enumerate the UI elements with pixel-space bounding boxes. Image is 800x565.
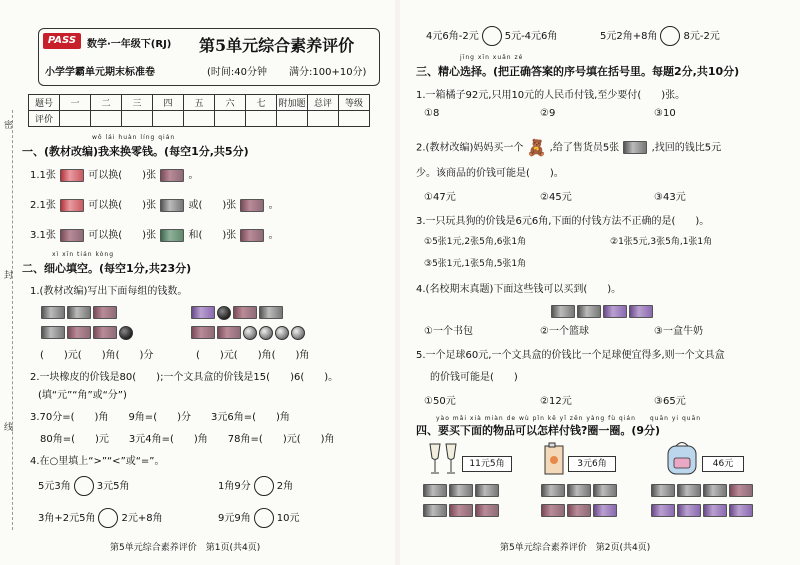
banknote-icon <box>67 306 91 319</box>
score-input-cell[interactable] <box>122 111 153 127</box>
coin-icon <box>119 326 133 340</box>
answer-circle[interactable] <box>660 26 680 46</box>
option: ①5张1元,2张5角,6张1角 <box>424 237 527 247</box>
wine-glasses-icon <box>426 442 462 476</box>
subject-label: 数学·一年级下(RJ) <box>87 39 172 50</box>
compare-f <box>600 26 720 46</box>
score-cell: 等级 <box>339 95 370 111</box>
banknote-icon <box>67 326 91 339</box>
coin-icon <box>243 326 257 340</box>
q-text: 8元-2元 <box>683 31 720 42</box>
section-4-title: 四、要买下面的物品可以怎样付钱?圈一圈。(9分) <box>416 424 661 437</box>
option: ②12元 <box>540 396 572 407</box>
compare-b <box>218 476 293 496</box>
score-cell: 六 <box>215 95 246 111</box>
pay-options-1b[interactable] <box>422 500 500 519</box>
q-text: 9元9角 <box>218 513 251 524</box>
q-text: 3角+2元5角 <box>38 513 96 524</box>
banknote-1yuan-icon <box>60 229 84 242</box>
q2-4: 4.在○里填上“>”“<”或“=”。 <box>30 456 165 467</box>
q-text: 可以换( )张 <box>88 230 157 241</box>
q-text: 4元6角-2元 <box>426 31 479 42</box>
banknote-icon <box>259 306 283 319</box>
money-group-a-coins <box>40 322 134 341</box>
banknote-icon <box>217 326 241 339</box>
banknote-1yuan-icon <box>240 199 264 212</box>
banknote-icon <box>577 305 601 318</box>
q2-1-answer-a: ( )元( )角( )分 <box>40 350 154 361</box>
q3-1: 1.一箱橘子92元,只用10元的人民币付钱,至少要付( )张。 <box>416 90 686 101</box>
banknote-icon[interactable] <box>593 484 617 497</box>
banknote-icon[interactable] <box>423 504 447 517</box>
section-2-title: 二、细心填空。(每空1分,共23分) <box>22 262 192 275</box>
q3-4: 4.(名校期末真题)下面这些钱可以买到( )。 <box>416 284 622 295</box>
banknote-icon[interactable] <box>593 504 617 517</box>
banknote-icon <box>629 305 653 318</box>
left-page <box>0 0 395 565</box>
q-text: 1角9分 <box>218 481 251 492</box>
score-input-cell[interactable] <box>339 111 370 127</box>
q-text: 。 <box>188 170 199 181</box>
banknote-10yuan-icon <box>623 141 647 154</box>
time-limit: (时间:40分钟 <box>207 67 267 78</box>
banknote-icon[interactable] <box>703 484 727 497</box>
option: ①47元 <box>424 192 456 203</box>
banknote-icon <box>93 306 117 319</box>
option: ③65元 <box>654 396 686 407</box>
score-input-cell[interactable] <box>184 111 215 127</box>
q2-3-line1: 3.70分=( )角 9角=( )分 3元6角=( )角 <box>30 412 290 423</box>
answer-circle[interactable] <box>74 476 94 496</box>
q-text: 和( )张 <box>188 230 237 241</box>
score-table <box>28 94 370 127</box>
option: ②9 <box>540 108 556 119</box>
money-group-b <box>190 302 284 321</box>
banknote-icon[interactable] <box>677 484 701 497</box>
answer-circle[interactable] <box>482 26 502 46</box>
q-text: 2元+8角 <box>121 513 163 524</box>
q-text: 2角 <box>276 481 294 492</box>
q1-3 <box>30 226 279 242</box>
exam-subtitle: 小学学霸单元期末标准卷 <box>45 67 155 78</box>
q3-2 <box>416 138 721 157</box>
pay-options-2b[interactable] <box>540 500 618 519</box>
compare-e <box>426 26 557 46</box>
pinyin: wǒ lái huàn líng qián <box>92 134 176 141</box>
q1-2 <box>30 196 279 212</box>
compare-c <box>38 508 163 528</box>
option: ①一个书包 <box>424 326 473 337</box>
score-input-cell[interactable] <box>215 111 246 127</box>
option: ①50元 <box>424 396 456 407</box>
score-input-cell[interactable] <box>153 111 184 127</box>
q-text: 5元-4元6角 <box>504 31 558 42</box>
backpack-icon <box>662 440 702 476</box>
q-text: 1.1张 <box>30 170 56 181</box>
banknote-icon[interactable] <box>703 504 727 517</box>
answer-circle[interactable] <box>254 476 274 496</box>
q3-5-line2: 的价钱可能是( ) <box>430 372 518 383</box>
compare-a <box>38 476 129 496</box>
page-footer: 第5单元综合素养评价 第2页(共4页) <box>500 543 651 553</box>
option: ②45元 <box>540 192 572 203</box>
q2-3-line2: 80角=( )元 3元4角=( )角 78角=( )元( )角 <box>30 434 335 445</box>
q1-1 <box>30 166 198 182</box>
teddy-bear-icon: 🧸 <box>526 138 547 157</box>
banknote-1jiao-icon <box>240 229 264 242</box>
q2-2: 2.一块橡皮的价钱是80( );一个文具盒的价钱是15( )6( )。 <box>30 372 339 383</box>
q3-2-tail: 少。该商品的价钱可能是( )。 <box>416 168 564 179</box>
banknote-5yuan-icon <box>160 199 184 212</box>
header-box <box>38 28 380 86</box>
q-text: 可以换( )张 <box>88 170 157 181</box>
price-tag: 11元5角 <box>462 456 512 472</box>
margin-label: 密 <box>4 121 14 131</box>
q-text: 。 <box>268 230 279 241</box>
option: ③5张1元,1张5角,5张1角 <box>424 259 527 269</box>
banknote-10yuan-icon <box>60 199 84 212</box>
pay-options-3b[interactable] <box>650 500 754 519</box>
price-tag: 3元6角 <box>568 456 616 472</box>
banknote-icon[interactable] <box>651 504 675 517</box>
score-cell: 三 <box>122 95 153 111</box>
score-input-cell[interactable] <box>91 111 122 127</box>
coin-icon <box>259 326 273 340</box>
answer-circle[interactable] <box>254 508 274 528</box>
q2-1: 1.(教材改编)写出下面每组的钱数。 <box>30 286 188 297</box>
banknote-icon <box>191 326 215 339</box>
q-text: 3.1张 <box>30 230 56 241</box>
q3-3: 3.一只玩具狗的价钱是6元6角,下面的付钱方法不正确的是( )。 <box>416 216 710 227</box>
score-cell: 评价 <box>29 111 60 127</box>
option: ①8 <box>424 108 440 119</box>
banknote-icon <box>93 326 117 339</box>
pinyin: yào mǎi xià miàn de wù pǐn kě yǐ zěn yàng fù qián quān yi quān <box>436 415 702 422</box>
q-text: 3元5角 <box>96 481 130 492</box>
pay-options-1[interactable] <box>422 480 500 499</box>
score-cell: 四 <box>153 95 184 111</box>
banknote-icon[interactable] <box>677 504 701 517</box>
money-group-a <box>40 302 118 321</box>
full-score: 满分:100+10分) <box>289 67 367 78</box>
banknote-icon[interactable] <box>729 504 753 517</box>
banknote-1yuan-icon <box>160 169 184 182</box>
pinyin: xì xīn tián kòng <box>52 251 115 258</box>
q-text: 。 <box>268 200 279 211</box>
banknote-icon <box>191 306 215 319</box>
option: ③10 <box>654 108 676 119</box>
page-footer: 第5单元综合素养评价 第1页(共4页) <box>110 543 261 553</box>
banknote-5jiao-icon <box>160 229 184 242</box>
pass-logo: PASS <box>43 33 81 49</box>
banknote-icon[interactable] <box>567 484 591 497</box>
binding-dash-line <box>12 110 13 530</box>
banknote-icon <box>603 305 627 318</box>
banknote-icon[interactable] <box>541 504 565 517</box>
score-cell: 七 <box>246 95 277 111</box>
score-cell: 附加题 <box>277 95 308 111</box>
option: ②1张5元,3张5角,1张1角 <box>610 237 713 247</box>
score-input-cell[interactable] <box>277 111 308 127</box>
coin-icon <box>291 326 305 340</box>
q-text: ,给了售货员5张 <box>549 142 620 154</box>
score-cell: 总评 <box>308 95 339 111</box>
banknote-icon <box>41 326 65 339</box>
milk-box-icon <box>542 442 568 476</box>
margin-label: 线 <box>4 423 14 433</box>
score-cell: 二 <box>91 95 122 111</box>
q3-5-line1: 5.一个足球60元,一个文具盒的价钱比一个足球便宜得多,则一个文具盒 <box>416 350 725 361</box>
banknote-icon[interactable] <box>567 504 591 517</box>
option: ③43元 <box>654 192 686 203</box>
answer-circle[interactable] <box>98 508 118 528</box>
banknote-icon[interactable] <box>475 484 499 497</box>
section-1-title: 一、(教材改编)我来换零钱。(每空1分,共5分) <box>22 145 249 158</box>
money-group-b-coins <box>190 322 306 341</box>
pay-options-3[interactable] <box>650 480 754 499</box>
q-text: 5元3角 <box>38 481 71 492</box>
q-text: ,找回的钱比5元 <box>651 142 722 154</box>
q-text: 或( )张 <box>188 200 237 211</box>
score-input-cell[interactable] <box>308 111 339 127</box>
q-text: 2.1张 <box>30 200 56 211</box>
price-tag: 46元 <box>702 456 744 472</box>
q-text: 2.(教材改编)妈妈买一个 <box>416 142 524 154</box>
option: ③一盒牛奶 <box>654 326 703 337</box>
q2-1-answer-b: ( )元( )角( )角 <box>196 350 310 361</box>
score-cell: 一 <box>60 95 91 111</box>
banknote-icon[interactable] <box>449 484 473 497</box>
banknote-icon[interactable] <box>729 484 753 497</box>
q-text: 10元 <box>276 513 300 524</box>
score-cell: 题号 <box>29 95 60 111</box>
banknote-icon[interactable] <box>475 504 499 517</box>
banknote-icon[interactable] <box>449 504 473 517</box>
score-input-cell[interactable] <box>60 111 91 127</box>
q3-4-money <box>550 301 654 320</box>
banknote-icon <box>41 306 65 319</box>
coin-icon <box>275 326 289 340</box>
score-table-header-row <box>29 95 370 111</box>
page-title: 第5单元综合素养评价 <box>199 36 355 55</box>
score-table-eval-row <box>29 111 370 127</box>
q-text: 5元2角+8角 <box>600 31 658 42</box>
banknote-icon[interactable] <box>541 484 565 497</box>
right-page <box>400 0 800 565</box>
coin-icon <box>217 306 231 320</box>
q-text: 可以换( )张 <box>88 200 157 211</box>
banknote-icon[interactable] <box>651 484 675 497</box>
score-cell: 五 <box>184 95 215 111</box>
score-input-cell[interactable] <box>246 111 277 127</box>
pay-options-2[interactable] <box>540 480 618 499</box>
banknote-5yuan-icon <box>60 169 84 182</box>
section-3-title: 三、精心选择。(把正确答案的序号填在括号里。每题2分,共10分) <box>416 65 740 78</box>
pinyin: jīng xīn xuǎn zé <box>460 54 524 61</box>
banknote-icon[interactable] <box>423 484 447 497</box>
banknote-icon <box>551 305 575 318</box>
q2-2-hint: (填“元”“角”或“分”) <box>38 390 127 401</box>
option: ②一个篮球 <box>540 326 589 337</box>
compare-d <box>218 508 299 528</box>
margin-label: 封 <box>4 271 14 281</box>
banknote-icon <box>233 306 257 319</box>
